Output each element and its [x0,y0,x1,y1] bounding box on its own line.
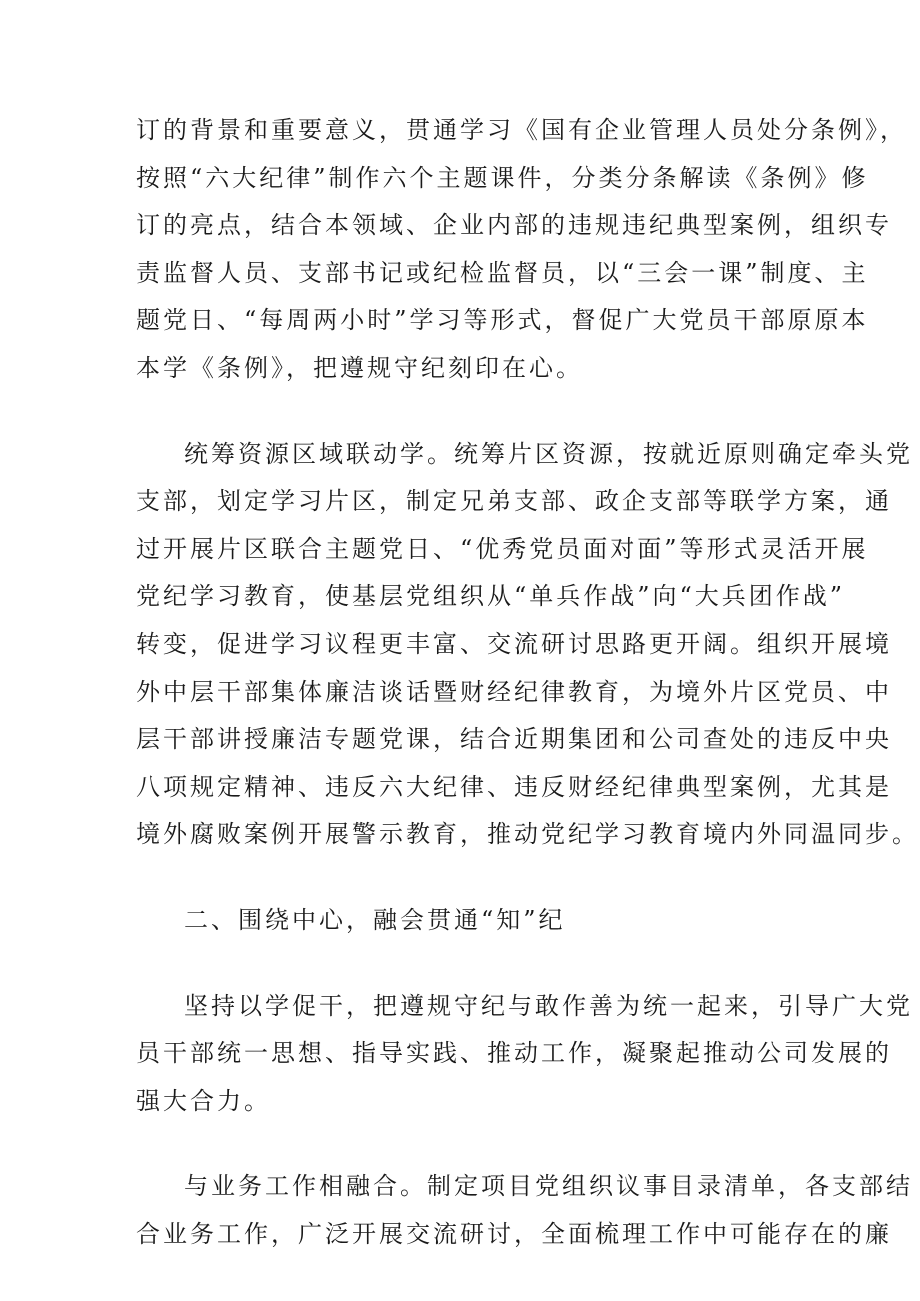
text-line: 本学《条例》，把遵规守纪刻印在心。 [136,353,583,382]
text-line: 支部，划定学习片区，制定兄弟支部、政企支部等联学方案，通 [136,487,892,516]
text-line: 八项规定精神、违反六大纪律、违反财经纪律典型案例，尤其是 [136,772,892,801]
text-line: 题党日、“每周两小时”学习等形式，督促广大党员干部原原本 [136,306,869,335]
text-line: 责监督人员、支部书记或纪检监督员，以“三会一课”制度、主 [136,258,869,287]
paragraph-spacer [136,859,796,897]
paragraph-spacer [136,393,796,431]
paragraph-spacer [136,1125,796,1163]
heading-line: 二、围绕中心，融会贯通“知”纪 [184,905,566,934]
text-line: 按照“六大纪律”制作六个主题课件，分类分条解读《条例》修 [136,163,869,192]
paragraph-regional-joint-study [136,431,919,859]
text-line: 转变，促进学习议程更丰富、交流研讨思路更开阔。组织开展境 [136,629,892,658]
text-line: 员干部统一思想、指导实践、推动工作，凝聚起推动公司发展的 [136,1039,892,1068]
text-line: 合业务工作，广泛开展交流研讨，全面梳理工作中可能存在的廉 [136,1219,892,1248]
text-line: 境外腐败案例开展警示教育，推动党纪学习教育境内外同温同步。 [136,820,919,849]
paragraph-business-integration [136,1163,913,1258]
text-line: 党纪学习教育，使基层党组织从“单兵作战”向“大兵团作战” [136,582,846,611]
paragraph-learning-and-doing [136,983,913,1126]
section-heading [136,897,796,945]
text-line: 订的亮点，结合本领域、企业内部的违规违纪典型案例，组织专 [136,211,892,240]
text-line: 坚持以学促干，把遵规守纪与敢作善为统一起来，引导广大党 [184,991,913,1020]
text-line: 订的背景和重要意义，贯通学习《国有企业管理人员处分条例》， [136,116,907,144]
text-line: 与业务工作相融合。制定项目党组织议事目录清单，各支部结 [184,1172,913,1201]
text-line: 层干部讲授廉洁专题党课，结合近期集团和公司查处的违反中央 [136,725,892,754]
text-line: 过开展片区联合主题党日、“优秀党员面对面”等形式灵活开展 [136,534,869,563]
document-body [136,107,919,1258]
text-line: 外中层干部集体廉洁谈话暨财经纪律教育，为境外片区党员、中 [136,677,892,706]
paragraph-study-regulations [136,107,907,393]
text-line: 强大合力。 [136,1086,271,1115]
paragraph-spacer [136,945,796,983]
text-line: 统筹资源区域联动学。统筹片区资源，按就近原则确定牵头党 [184,439,913,468]
